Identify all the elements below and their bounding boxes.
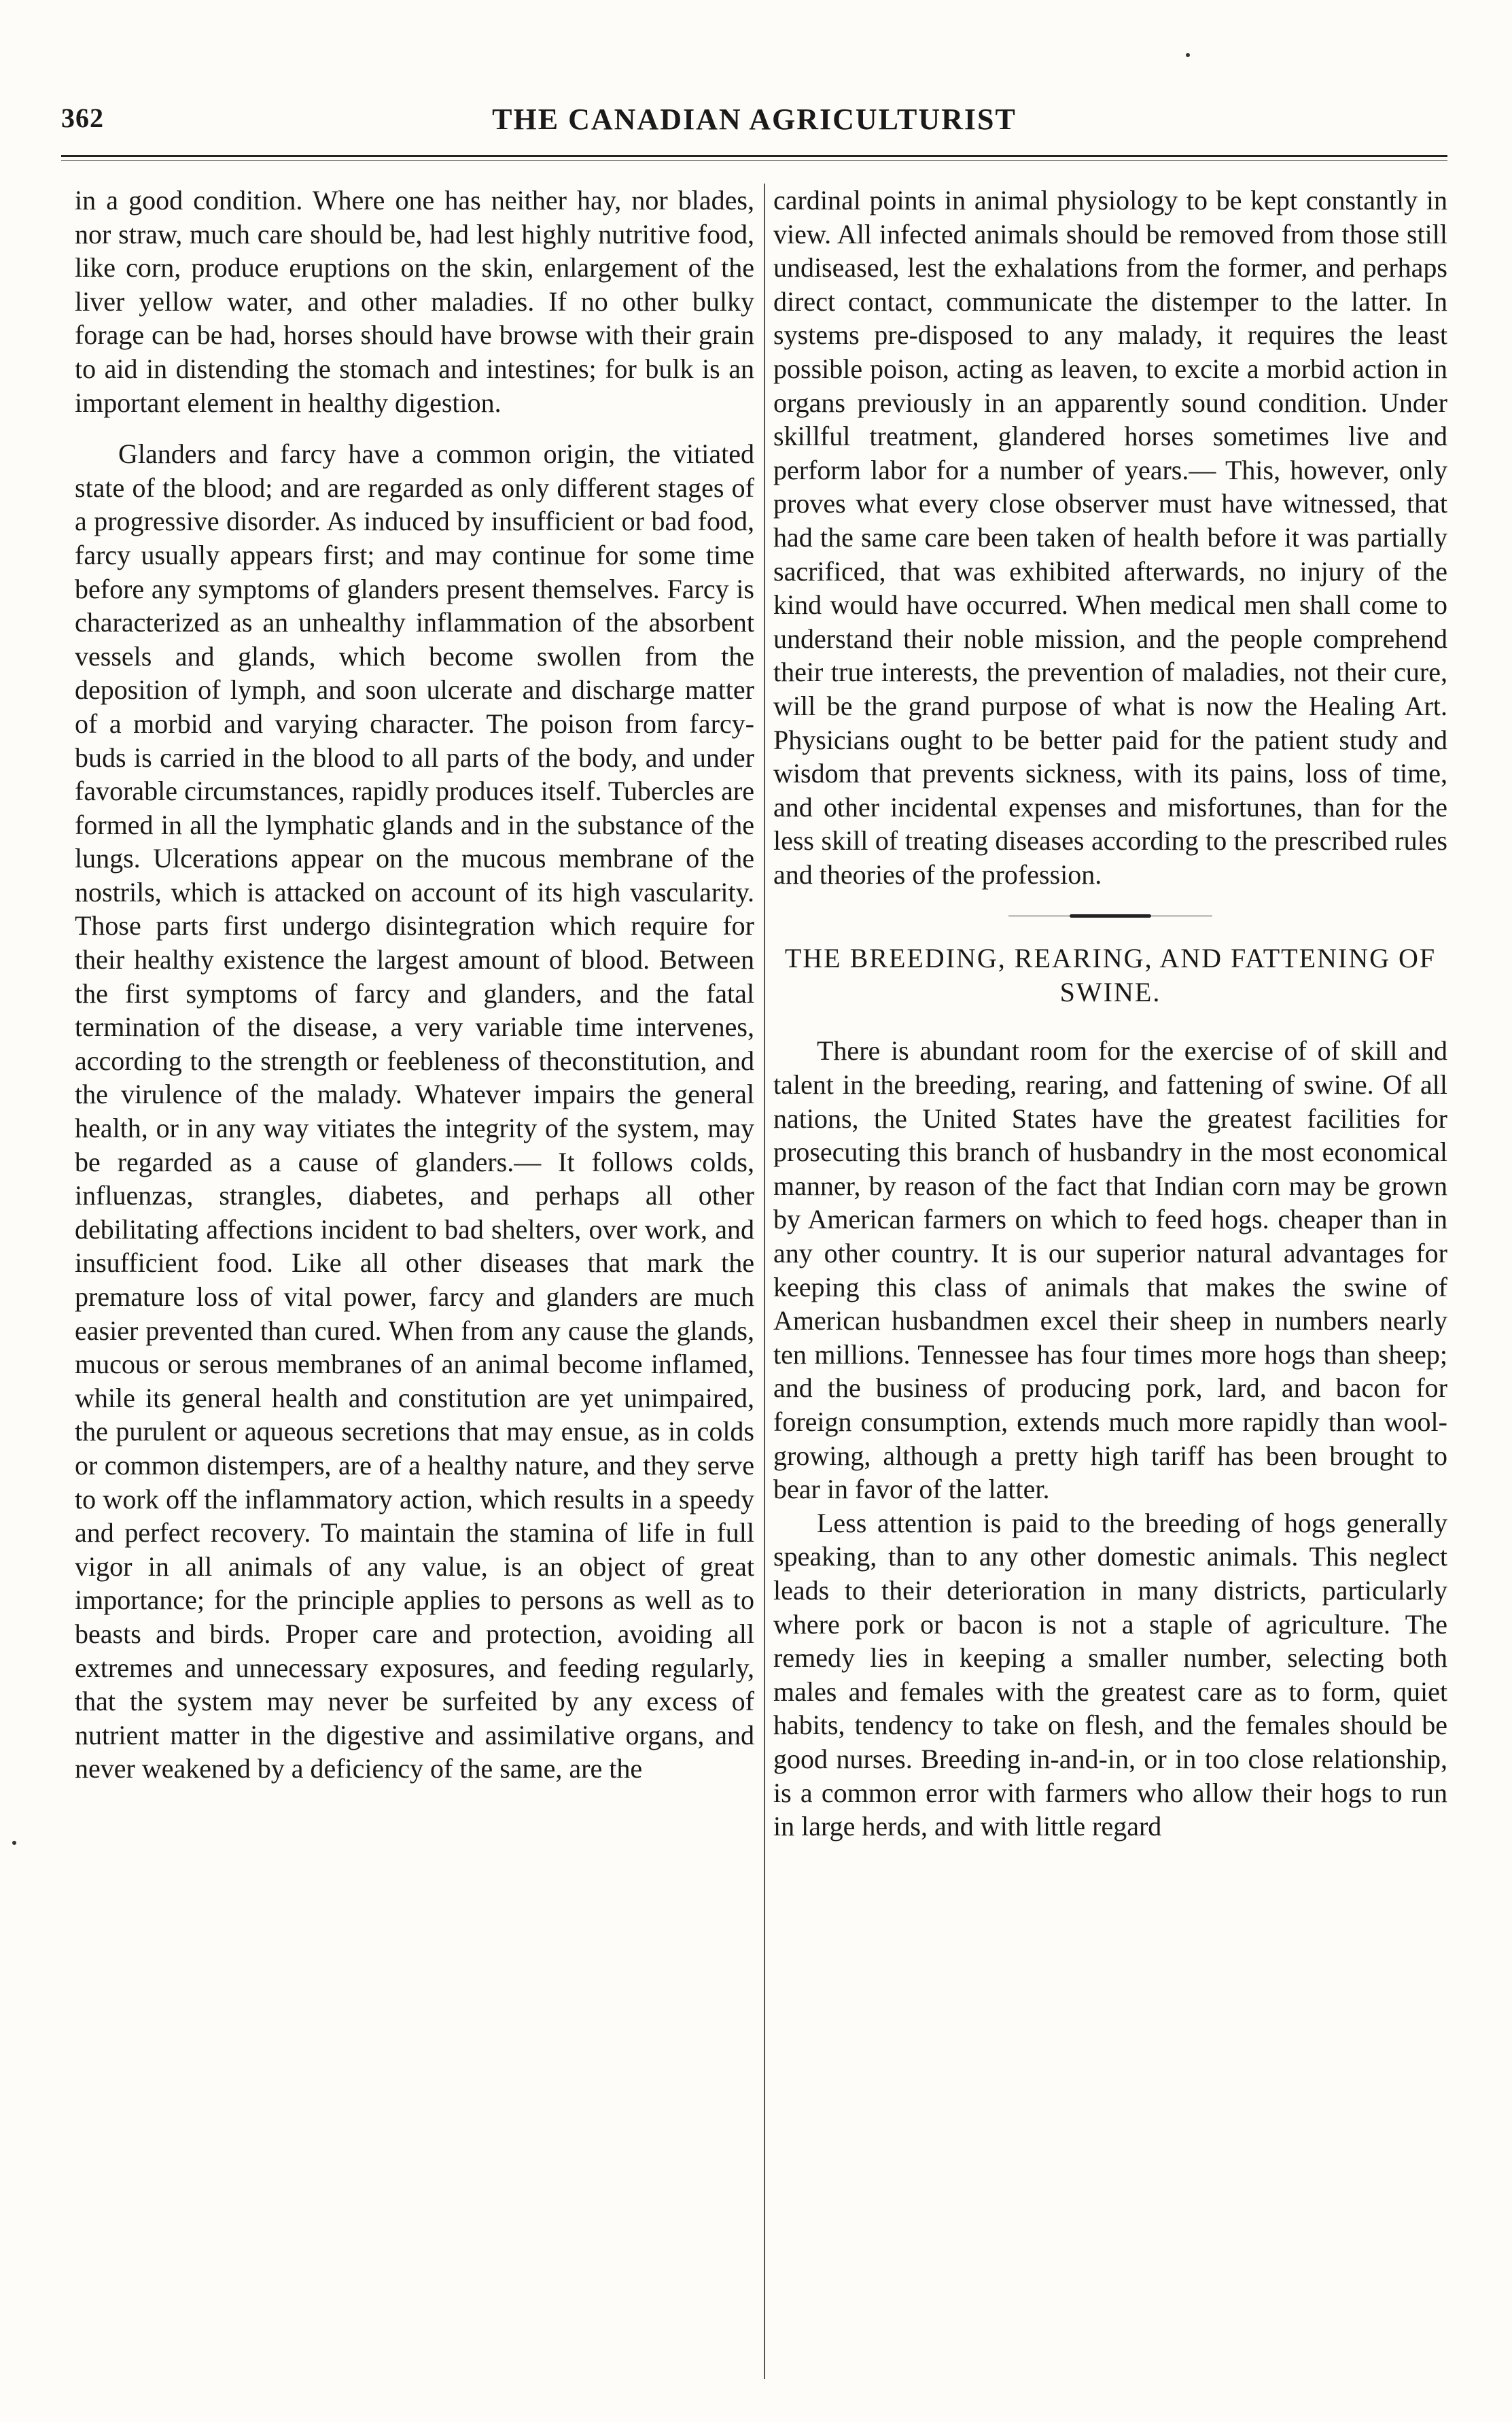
header-rule: [61, 155, 1447, 157]
page-header: [61, 102, 1447, 150]
body-paragraph: cardinal points in animal physiology to be kept constantly in view. All infected animals should be removed from those still undiseased, lest the exhalations from the former, and perhaps direct contact, communicate the distemper to the latter. In systems pre-disposed to any malady, it requires the least possible poison, acting as leaven, to excite a morbid action in organs previously in an apparently sound condition. Under skillful treatment, glandered horses sometimes live and perform labor for a number of years.— This, however, only proves what every close observer must have witnessed, that had the same care been taken of health before it was partially sacrificed, that was exhibited afterwards, no injury of the kind would have occurred. When medical men shall come to understand their noble mission, and the people comprehend their true interests, the prevention of maladies, not their cure, will be the grand purpose of what is now the Healing Art. Physicians ought to be better paid for the patient study and wisdom that prevents sickness, with its pains, loss of time, and other incidental expenses and misfortunes, than for the less skill of treating diseases according to the prescribed rules and theories of the profession.: [773, 185, 1447, 890]
right-column: [773, 184, 1447, 1844]
body-paragraph: Glanders and farcy have a common origin, the vitiated state of the blood; and are regarded as only different stages of a progressive disorder. As induced by insufficient or bad food, farcy usually appears first; and may continue for some time before any symptoms of glanders present themselves. Farcy is characterized as an unhealthy inflammation of the absorbent vessels and glands, which become swollen from the deposition of lymph, and soon ulcerate and discharge matter of a morbid and varying character. The poison from farcy-buds is carried in the blood to all parts of the body, and under favorable circumstances, rapidly produces itself. Tubercles are formed in all the lymphatic glands and in the substance of the lungs. Ulcerations appear on the mucous membrane of the nostrils, which is attacked on account of its high vascularity. Those parts first undergo disintegration which require for their healthy existence the largest amount of blood. Between the first symptoms of farcy and glanders, and the fatal termination of the disease, a very variable time intervenes, according to the strength or feebleness of theconstitution, and the virulence of the malady. Whatever impairs the general health, or in any way vitiates the integrity of the system, may be regarded as a cause of glanders.— It follows colds, influenzas, strangles, diabetes, and perhaps all other debilitating affections incident to bad shelters, over work, and insufficient food. Like all other diseases that mark the premature loss of vital power, farcy and glanders are much easier prevented than cured. When from any cause the glands, mucous or serous membranes of an animal become inflamed, while its general health and constitution are yet unimpaired, the purulent or aqueous secretions that may ensue, as in colds or common distempers, are of a healthy nature, and they serve to work off the inflammatory action, which results in a speedy and perfect recovery. To maintain the stamina of life in full vigor in all animals of any value, is an object of great importance; for the principle applies to persons as well as to beasts and birds. Proper care and protection, avoiding all extremes and unnecessary exposures, and feeding regularly, that the system may never be surfeited by any excess of nutrient matter in the digestive and assimilative organs, and never weakened by a deficiency of the same, are the: [75, 438, 754, 1784]
header-rule-thin: [61, 160, 1447, 161]
left-column: [75, 184, 754, 1786]
body-paragraph: There is abundant room for the exercise of of skill and talent in the breeding, rearing, and fattening of swine. Of all nations, the United States have the greatest facilities for prosecuting this branch of husbandry in the most economical manner, by reason of the fact that Indian corn may be grown by American farmers on which to feed hogs. cheaper than in any other country. It is our superior natural advantages for keeping this class of animals that makes the swine of American husbandmen excel their sheep in numbers nearly ten millions. Tennessee has four times more hogs than sheep; and the business of producing pork, lard, and bacon for foreign consumption, extends much more rapidly than wool-growing, although a pretty high tariff has been brought to bear in favor of the latter.: [773, 1035, 1447, 1505]
column-divider: [764, 184, 765, 2379]
running-title: THE CANADIAN AGRICULTURIST: [492, 103, 1017, 136]
page-number: 362: [61, 103, 104, 133]
section-divider: [1008, 914, 1212, 918]
section-heading: THE BREEDING, REARING, AND FATTENING OF SWINE.: [784, 943, 1437, 1008]
body-paragraph: in a good condition. Where one has neither hay, nor blades, nor straw, much care should be, had lest highly nutritive food, like corn, produce eruptions on the skin, enlargement of the liver yellow water, and other maladies. If no other bulky forage can be had, horses should have browse with their grain to aid in distending the stomach and intestines; for bulk is an important element in healthy digestion.: [75, 185, 754, 418]
body-paragraph: Less attention is paid to the breeding of hogs generally speaking, than to any other domestic animals. This neglect leads to their deterioration in many districts, particularly where pork or bacon is not a staple of agriculture. The remedy lies in keeping a smaller number, selecting both males and females with the greatest care as to form, quiet habits, tendency to take on flesh, and the females should be good nurses. Breeding in-and-in, or in too close relationship, is a common error with farmers who allow their hogs to run in large herds, and with little regard: [773, 1507, 1447, 1842]
printing-speck: [12, 1841, 16, 1845]
printing-speck: [1186, 53, 1190, 57]
